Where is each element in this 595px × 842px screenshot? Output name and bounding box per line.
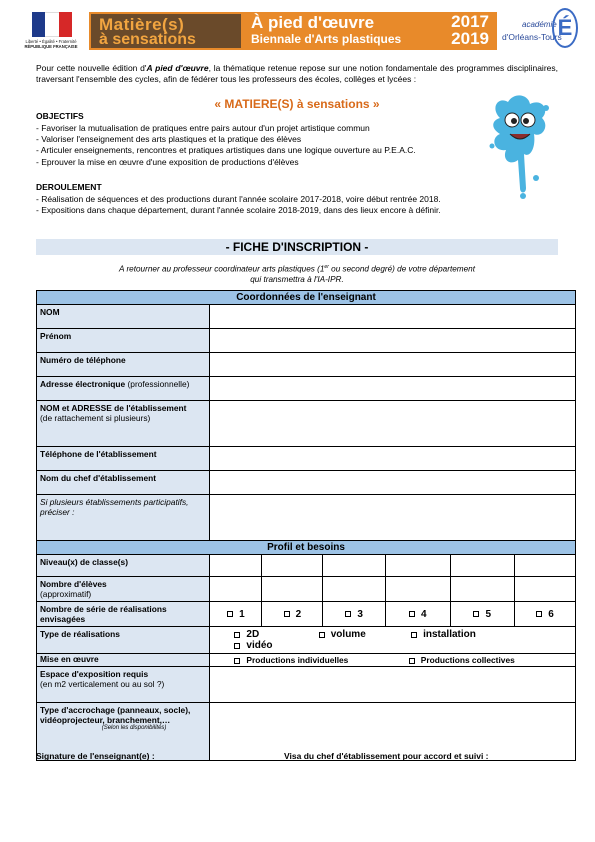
checkbox[interactable] — [234, 632, 240, 638]
section-profil: Profil et besoins — [37, 541, 576, 555]
label-type-real: Type de réalisations — [37, 627, 210, 654]
checkbox[interactable] — [227, 611, 233, 617]
intro-text-before: Pour cette nouvelle édition d' — [36, 63, 147, 73]
checkbox[interactable] — [234, 643, 240, 649]
type-option-installation[interactable] — [411, 629, 521, 640]
list-item: - Eprouver la mise en œuvre d'une exposition de productions d'élèves — [36, 156, 299, 167]
banner-matiere-block — [91, 14, 241, 48]
type-option-volume[interactable] — [319, 629, 409, 640]
banner-subtitle: Biennale d'Arts plastiques — [251, 32, 402, 46]
eleves-cell[interactable] — [450, 577, 514, 602]
marianne-logo — [18, 10, 84, 52]
series-label: 5 — [485, 608, 492, 620]
checkbox[interactable] — [411, 632, 417, 638]
type-label: vidéo — [246, 640, 273, 651]
niveau-cell[interactable] — [515, 555, 576, 577]
type-label: volume — [330, 629, 366, 640]
series-label: 4 — [421, 608, 427, 620]
label-nom: NOM — [37, 305, 210, 329]
eleves-cell[interactable] — [262, 577, 323, 602]
label-etab-note: (de rattachement si plusieurs) — [40, 413, 151, 423]
label-nb-eleves-note: (approximatif) — [40, 589, 92, 599]
page-header — [18, 10, 578, 52]
niveau-cell[interactable] — [450, 555, 514, 577]
retour-line2: qui transmettra à l'IA-IPR. — [250, 274, 344, 284]
checkbox[interactable] — [345, 611, 351, 617]
visa-chef-label: Visa du chef d'établissement pour accord et suivi : — [284, 751, 489, 761]
series-option-5[interactable] — [450, 602, 514, 627]
list-item: - Favoriser la mutualisation de pratiques entre pairs autour d'un projet artistique commun — [36, 123, 370, 133]
series-label: 6 — [548, 608, 554, 620]
retour-instructions — [36, 262, 558, 285]
email-field[interactable] — [210, 377, 576, 401]
section-coordonnees: Coordonnées de l'enseignant — [37, 291, 576, 305]
academie-line1: académie — [522, 20, 557, 29]
label-email — [37, 377, 210, 401]
label-etab-bold: NOM et ADRESSE de l'établissement — [40, 403, 187, 413]
label-telephone: Numéro de téléphone — [37, 353, 210, 377]
mise-options — [210, 654, 576, 667]
signature-enseignant-label: Signature de l'enseignant(e) : — [36, 751, 155, 761]
retour-text-b: ou second degré) de votre département — [328, 264, 475, 274]
objectifs-title: OBJECTIFS — [36, 111, 84, 121]
telephone-field[interactable] — [210, 353, 576, 377]
series-option-2[interactable] — [262, 602, 323, 627]
inscription-form — [36, 290, 576, 761]
theme-title: « MATIERE(S) à sensations » — [214, 97, 380, 111]
tel-etab-field[interactable] — [210, 447, 576, 471]
series-label: 1 — [239, 608, 245, 620]
chef-field[interactable] — [210, 471, 576, 495]
banner-year-end: 2019 — [451, 29, 489, 48]
type-options — [210, 627, 576, 654]
checkbox[interactable] — [319, 632, 325, 638]
nom-field[interactable] — [210, 305, 576, 329]
intro-text-after: , la thématique retenue repose sur une notion fondamentale des programmes disciplinaires, traversant l'ensemble des cycles, afin de fédérer tous les professeurs des écoles, collèges et lycées : — [36, 63, 558, 84]
deroulement-title: DEROULEMENT — [36, 182, 102, 192]
label-chef: Nom du chef d'établissement — [37, 471, 210, 495]
academie-e-icon: É — [552, 8, 578, 48]
niveau-cell[interactable] — [210, 555, 262, 577]
niveau-cell[interactable] — [386, 555, 450, 577]
biennale-banner — [89, 12, 497, 50]
label-niveau: Niveau(x) de classe(s) — [37, 555, 210, 577]
checkbox[interactable] — [409, 658, 415, 664]
banner-title: À pied d'œuvre — [251, 13, 375, 32]
checkbox[interactable] — [284, 611, 290, 617]
list-item: - Réalisation de séquences et des productions durant l'année scolaire 2017-2018, voire début rentrée 2018. — [36, 194, 441, 204]
checkbox[interactable] — [234, 658, 240, 664]
mise-label: Productions collectives — [420, 655, 515, 665]
label-espace-bold: Espace d'exposition requis — [40, 669, 149, 679]
intro-paragraph — [36, 63, 558, 84]
espace-field[interactable] — [210, 667, 576, 703]
eleves-cell[interactable] — [210, 577, 262, 602]
fiche-title: - FICHE D'INSCRIPTION - — [36, 239, 558, 255]
objectifs-list — [36, 123, 416, 168]
academie-line2: d'Orléans-Tours — [502, 32, 562, 42]
eleves-cell[interactable] — [323, 577, 386, 602]
label-email-bold: Adresse électronique — [40, 379, 126, 389]
intro-emphasis: A pied d'œuvre — [146, 63, 209, 73]
french-flag-icon — [32, 12, 72, 37]
plusieurs-field[interactable] — [210, 495, 576, 541]
label-plusieurs: Si plusieurs établissements participatifs, préciser : — [37, 495, 210, 541]
label-accroche-note: (Selon les disponibilités) — [101, 725, 167, 731]
label-nb-series: Nombre de série de réalisations envisagées — [37, 602, 210, 627]
type-option-2d[interactable] — [234, 629, 316, 640]
list-item: - Expositions dans chaque département, durant l'année scolaire 2018-2019, dans des lieux encore à définir. — [36, 205, 441, 216]
label-accroche-bold: Type d'accrochage (panneaux, socle), vidéoprojecteur, branchement,… — [40, 705, 191, 725]
prenom-field[interactable] — [210, 329, 576, 353]
mise-option-individuelles[interactable] — [234, 655, 406, 665]
series-option-4[interactable] — [386, 602, 450, 627]
niveau-cell[interactable] — [262, 555, 323, 577]
banner-line1: Matière(s) — [99, 15, 185, 34]
label-espace-note: (en m2 verticalement ou au sol ?) — [40, 679, 165, 689]
checkbox[interactable] — [536, 611, 542, 617]
series-label: 2 — [295, 608, 302, 620]
label-mise: Mise en œuvre — [37, 654, 210, 667]
list-item: - Articuler enseignements, rencontres et pratiques artistiques dans une logique ouverture au P.E.A.C. — [36, 145, 416, 156]
label-nb-eleves-bold: Nombre d'élèves — [40, 579, 107, 589]
marianne-republique: RÉPUBLIQUE FRANÇAISE — [24, 44, 78, 49]
checkbox[interactable] — [409, 611, 415, 617]
label-prenom: Prénom — [37, 329, 210, 353]
list-item: - Valoriser l'enseignement des arts plastiques et la pratique des élèves — [36, 134, 302, 145]
type-label: 2D — [246, 629, 260, 640]
series-option-6[interactable] — [515, 602, 576, 627]
type-option-video[interactable] — [234, 640, 304, 651]
mise-label: Productions individuelles — [246, 655, 349, 665]
etablissement-field[interactable] — [210, 401, 576, 447]
eleves-cell[interactable] — [386, 577, 450, 602]
label-etablissement — [37, 401, 210, 447]
banner-line2: à sensations — [99, 31, 196, 48]
label-espace — [37, 667, 210, 703]
series-label: 3 — [357, 608, 363, 620]
banner-year-start: 2017 — [451, 12, 489, 31]
marianne-caption — [18, 39, 84, 49]
marianne-motto: Liberté • Égalité • Fraternité — [25, 39, 77, 44]
deroulement-list — [36, 194, 441, 216]
label-nb-eleves — [37, 577, 210, 602]
eleves-cell[interactable] — [515, 577, 576, 602]
mise-option-collectives[interactable] — [409, 655, 515, 665]
series-option-3[interactable] — [323, 602, 386, 627]
series-option-1[interactable] — [210, 602, 262, 627]
retour-text-a: A retourner au professeur coordinateur arts plastiques (1 — [119, 264, 325, 274]
paint-splash-icon — [480, 88, 555, 203]
academie-logo — [502, 10, 578, 52]
label-tel-etab: Téléphone de l'établissement — [37, 447, 210, 471]
retour-sup: er — [324, 264, 329, 270]
label-email-note: (professionnelle) — [125, 379, 190, 389]
checkbox[interactable] — [473, 611, 479, 617]
type-label: installation — [423, 629, 476, 640]
niveau-cell[interactable] — [323, 555, 386, 577]
